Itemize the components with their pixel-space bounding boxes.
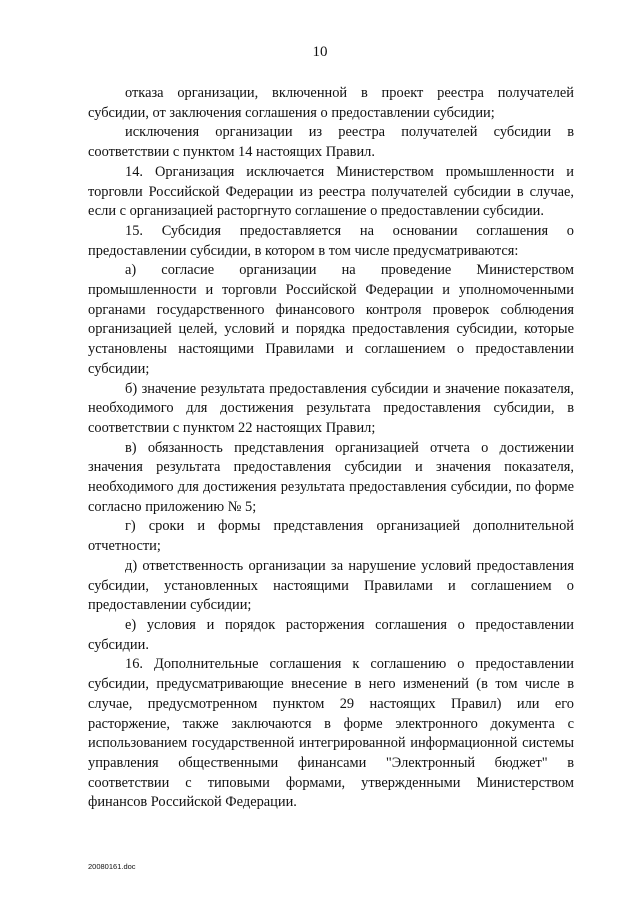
paragraph-exclusion-clause: исключения организации из реестра получателей субсидии в соответствии с пунктом 14 настоящих Правил. xyxy=(88,124,574,161)
paragraph-item-16: 16. Дополнительные соглашения к соглашению о предоставлении субсидии, предусматривающие внесение в него изменений (в том числе в случае, предусмотренном пунктом 29 настоящих Правил) или его расторжение, также заключаются в форме электронного документа с использованием государственной интегрированной информационной системы управления общественными финансами "Электронный бюджет" в соответствии с типовыми формами, утвержденными Министерством финансов Российской Федерации. xyxy=(88,656,574,811)
paragraph-item-15-v: в) обязанность представления организацией отчета о достижении значения результата предоставления субсидии и значения показателя, необходимого для достижения результата предоставления субсидии, по форме согласно приложению № 5; xyxy=(88,439,574,515)
paragraph-refusal-clause: отказа организации, включенной в проект реестра получателей субсидии, от заключения соглашения о предоставлении субсидии; xyxy=(88,85,574,121)
paragraph-item-14: 14. Организация исключается Министерством промышленности и торговли Российской Федерации из реестра получателей субсидии в случае, если с организацией расторгнуто соглашение о предоставлении субсидии. xyxy=(88,163,574,220)
paragraph-item-15-b: б) значение результата предоставления субсидии и значение показателя, необходимого для достижения результата предоставления субсидии, в соответствии с пунктом 22 настоящих Правил; xyxy=(88,380,574,436)
paragraph-item-15-g: г) сроки и формы представления организацией дополнительной отчетности; xyxy=(88,518,574,555)
paragraph-item-15: 15. Субсидия предоставляется на основании соглашения о предоставлении субсидии, в котором в том числе предусматриваются: xyxy=(88,222,574,259)
file-name-footer: 20080161.doc xyxy=(88,862,136,871)
page-number: 10 xyxy=(312,44,328,60)
paragraph-item-15-d: д) ответственность организации за нарушение условий предоставления субсидии, установленных настоящими Правилами и соглашением о предоставлении субсидии; xyxy=(88,557,574,614)
document-body xyxy=(88,84,574,813)
paragraph-item-15-a: а) согласие организации на проведение Министерством промышленности и торговли Российской Федерации и уполномоченными органами государственного финансового контроля проверок соблюдения организацией целей, условий и порядка предоставления субсидии, которые установлены настоящими Правилами и соглашением о предоставлении субсидии; xyxy=(88,262,574,377)
paragraph-item-15-e: е) условия и порядок расторжения соглашения о предоставлении субсидии. xyxy=(88,616,574,653)
